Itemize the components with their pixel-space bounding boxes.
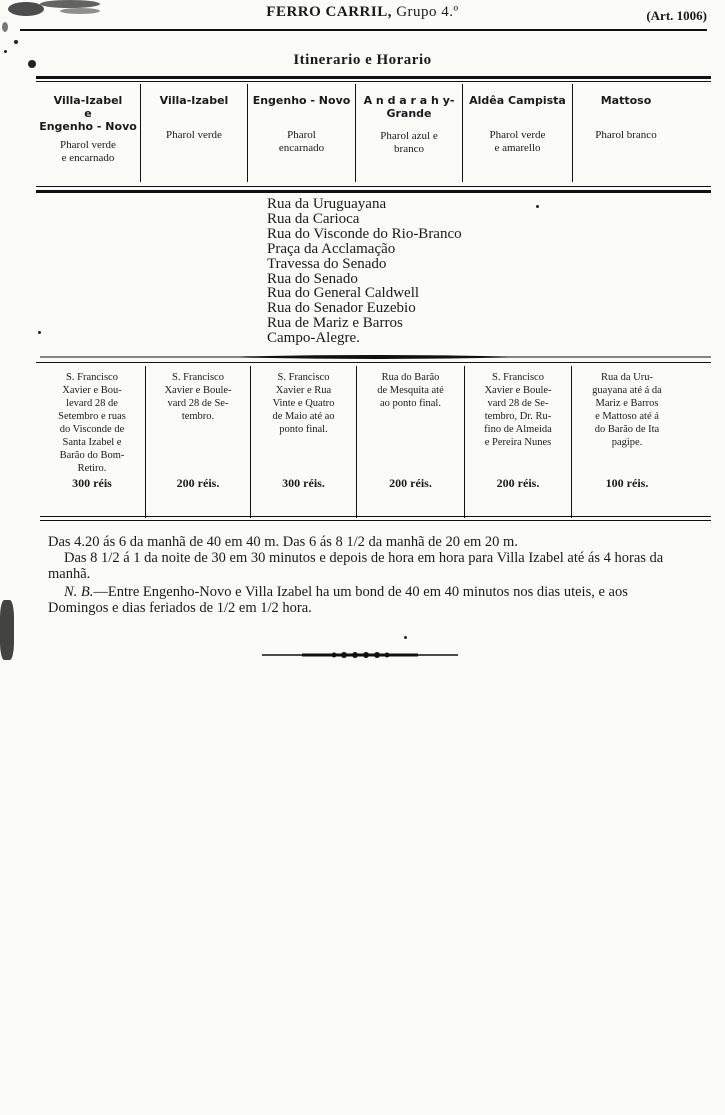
itinerary-list	[267, 197, 462, 346]
itinerary-street: Travessa do Senado	[267, 255, 387, 272]
schedule-line-2: Das 8 1/2 á 1 da noite de 30 em 30 minutos e depois de hora em hora para Villa Izabel até ás 4 horas da manhã.	[48, 550, 664, 582]
route-description: S. Francisco Xavier e Rua Vinte e Quatro de Maio até ao ponto final.	[272, 372, 335, 435]
itinerary-street: Rua do Senado	[267, 270, 358, 287]
line-name: Aldêa Campista	[469, 94, 566, 107]
fare: 200 réis.	[496, 476, 540, 490]
table-top-rule	[36, 76, 711, 79]
line-light: Pharol verde e encarnado	[60, 139, 116, 164]
itinerary-street: Campo-Alegre.	[267, 330, 360, 347]
route-table-bottom-rule-2	[40, 520, 711, 521]
note-text: —Entre Engenho-Novo e Villa Izabel ha um bond de 40 em 40 minutos nos dias uteis, e aos Domingos e dias feriados de 1/2 em 1/2 hora.	[48, 584, 628, 616]
itinerary-street: Praça da Acclamação	[267, 240, 396, 257]
line-light: Pharol azul e branco	[380, 130, 438, 155]
fare: 300 réis.	[282, 476, 325, 490]
route-column	[40, 371, 144, 519]
line-column	[463, 82, 572, 184]
line-light: Pharol branco	[595, 129, 657, 141]
route-column	[465, 371, 571, 519]
itinerary-street: Rua da Uruguayana	[267, 196, 387, 212]
fare: 100 réis.	[605, 476, 649, 490]
line-light: Pharol encarnado	[278, 129, 325, 154]
route-table-top-rule	[36, 362, 711, 363]
route-description: S. Francisco Xavier e Boule- vard 28 de Se- tembro, Dr. Ru- fino de Almeida e Pereira Nunes	[484, 372, 552, 448]
page-header	[0, 4, 725, 21]
table-bottom-rule-thin	[36, 186, 711, 187]
schedule-note	[48, 584, 680, 616]
line-name: Villa-Izabel e Engenho - Novo	[39, 94, 137, 133]
line-column	[573, 82, 679, 184]
header-title: FERRO CARRIL,	[266, 4, 392, 20]
ornamental-rule	[40, 354, 711, 360]
route-description: Rua da Uru- guayana até á da Mariz e Barros e Mattoso até á do Barão de Ita pagipe.	[592, 372, 662, 448]
route-column	[357, 371, 464, 519]
fare: 200 réis.	[176, 476, 220, 490]
fare: 200 réis.	[389, 476, 432, 490]
fare: 300 réis	[72, 476, 112, 490]
itinerary-street: Rua da Carioca	[267, 210, 360, 227]
ink-dot	[404, 636, 407, 639]
route-column	[146, 371, 250, 519]
route-table-bottom-rule	[40, 516, 711, 517]
route-column	[572, 371, 682, 519]
route-description: S. Francisco Xavier e Boule- vard 28 de Se- tembro.	[164, 372, 232, 422]
closing-ornament	[262, 650, 458, 660]
note-label: N. B.	[64, 584, 94, 600]
route-column	[251, 371, 356, 519]
section-title: Itinerario e Horario	[293, 52, 432, 68]
itinerary-street: Rua de Mariz e Barros	[267, 315, 403, 332]
table-bottom-rule	[36, 190, 711, 193]
itinerary-street: Rua do Senador Euzebio	[267, 300, 416, 317]
line-column	[36, 82, 140, 184]
line-name: Villa-Izabel	[159, 94, 229, 107]
line-light: Pharol verde e amarello	[489, 129, 546, 154]
line-name: A n d a r a h y- Grande	[363, 94, 455, 120]
header-rule	[20, 29, 707, 31]
line-column	[248, 82, 355, 184]
line-name: Mattoso	[600, 94, 652, 107]
itinerary-street: Rua do Visconde do Rio-Branco	[267, 225, 462, 242]
header-group: Grupo 4.º	[396, 4, 459, 20]
line-column	[356, 82, 462, 184]
line-name: Engenho - Novo	[252, 94, 351, 107]
line-column	[141, 82, 247, 184]
ink-dot	[536, 205, 539, 208]
itinerary-street: Rua do General Caldwell	[267, 285, 420, 302]
schedule-line-1: Das 4.20 ás 6 da manhã de 40 em 40 m. Das 6 ás 8 1/2 da manhã de 20 em 20 m.	[48, 534, 518, 550]
line-light: Pharol verde	[166, 129, 222, 141]
route-description: S. Francisco Xavier e Bou- levard 28 de Setembro e ruas do Visconde de Santa Izabel e Barão do Bom- Retiro.	[58, 372, 126, 474]
route-description: Rua do Barão de Mesquita até ao ponto final.	[377, 372, 444, 409]
article-number: (Art. 1006)	[646, 8, 707, 23]
